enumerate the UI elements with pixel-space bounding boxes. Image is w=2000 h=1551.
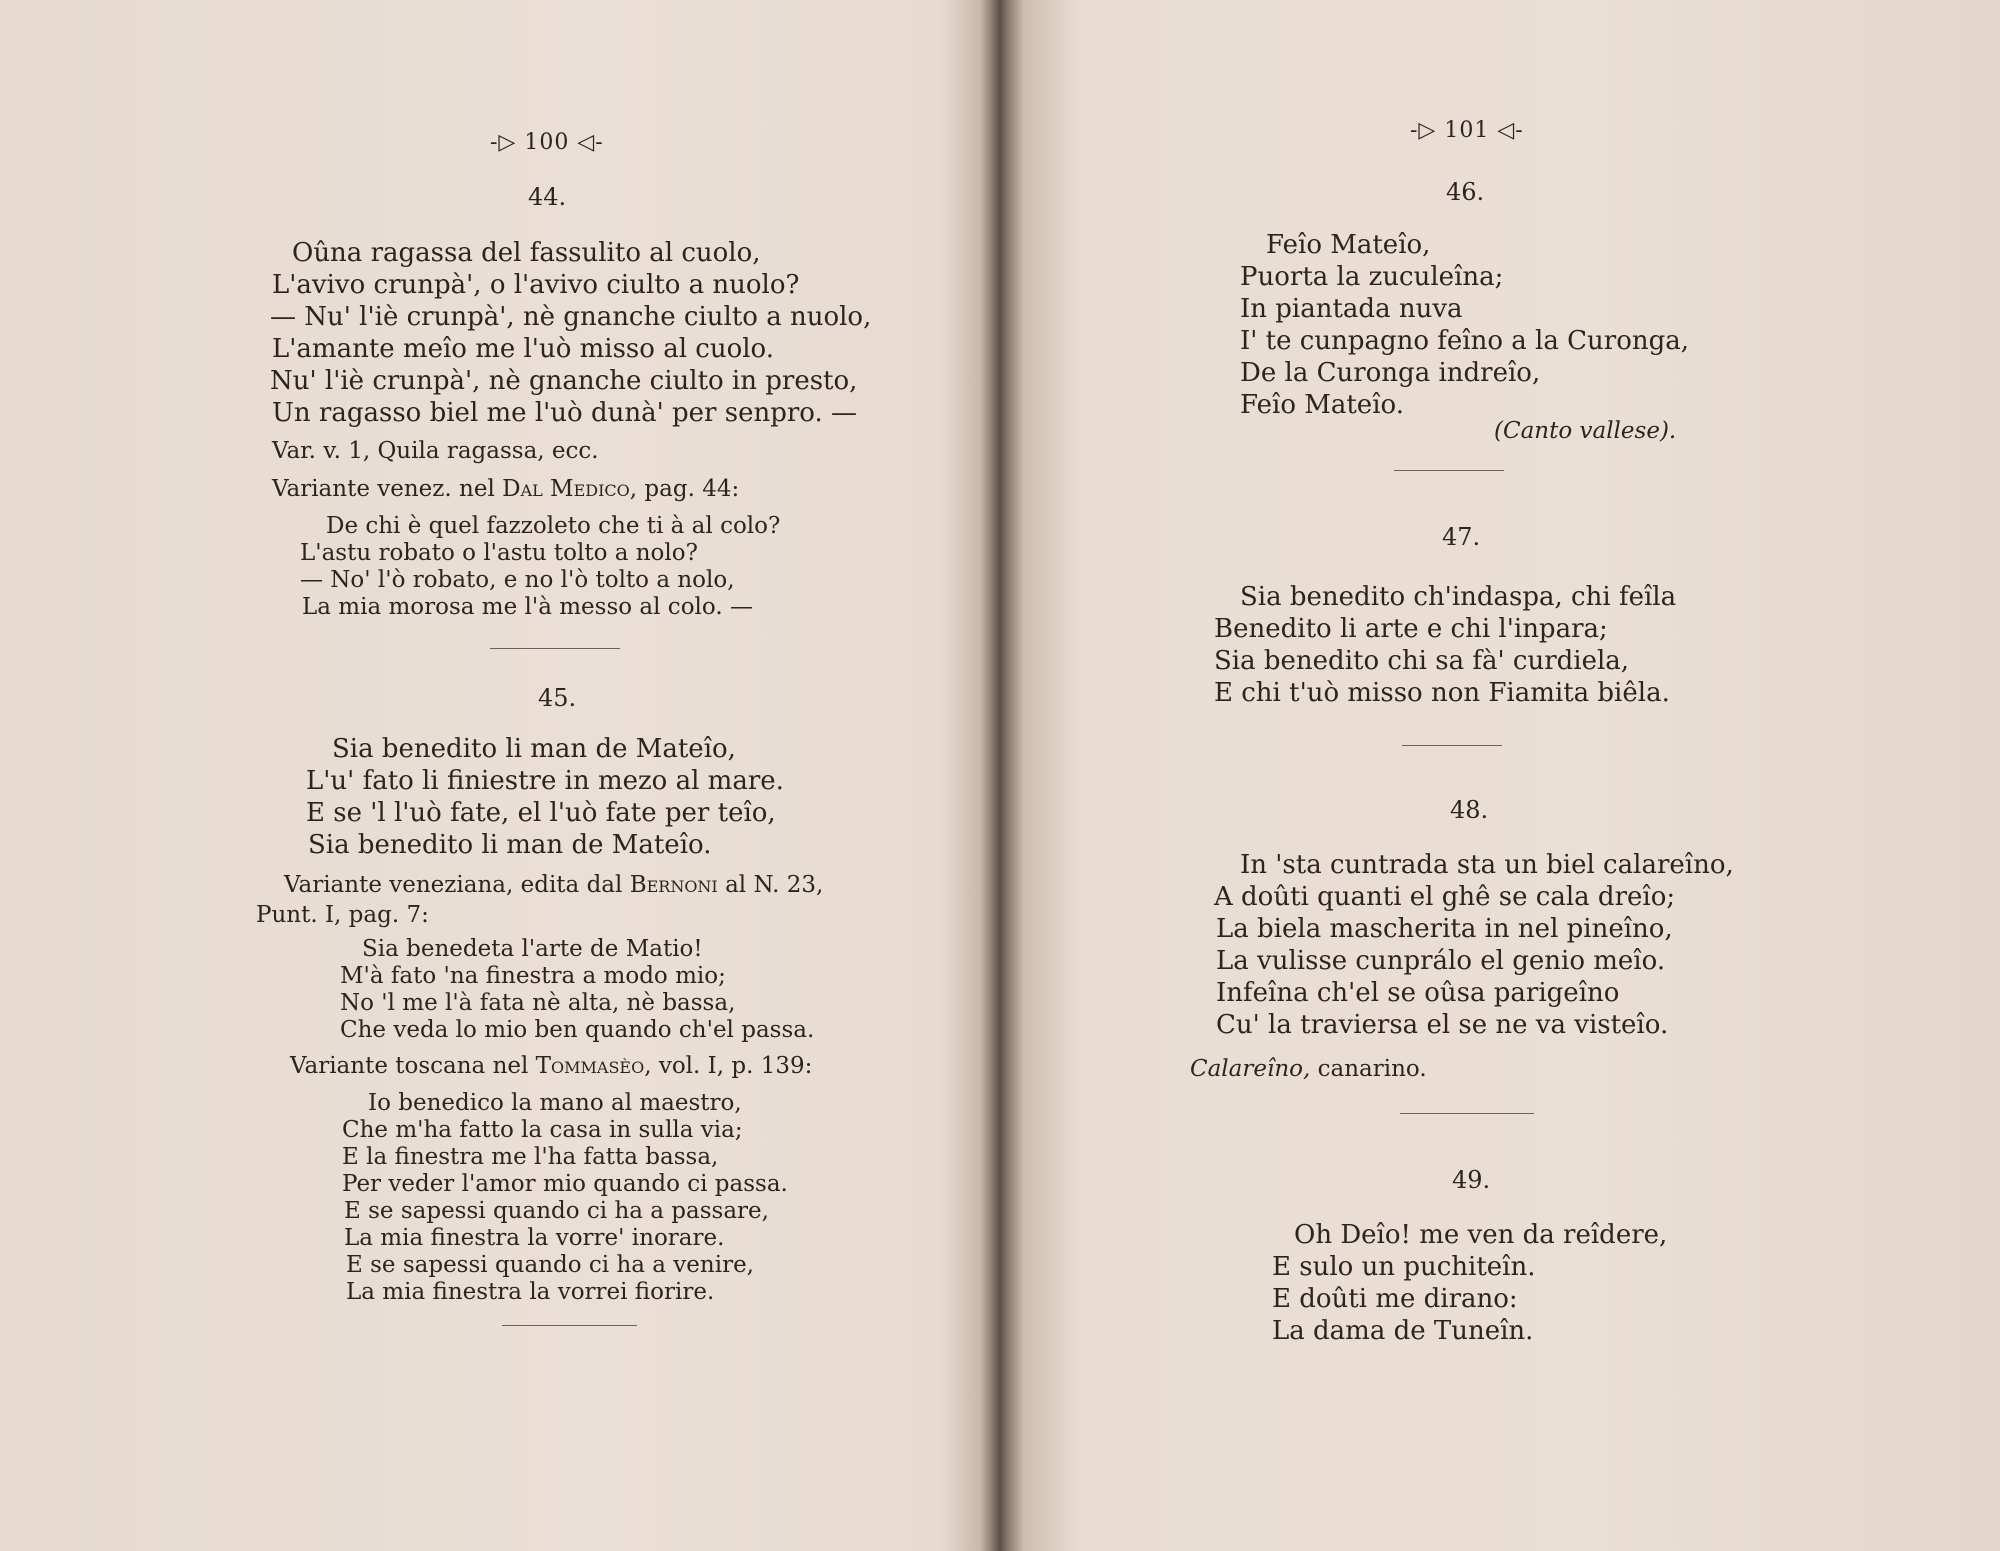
stanza-number: 44. [528, 183, 567, 211]
verse-line: E doûti me dirano: [1272, 1284, 1518, 1314]
variant-note: Var. v. 1, Quila ragassa, ecc. [272, 438, 599, 464]
page-header: -▷ 100 ◁- [490, 130, 604, 155]
verse-line: — Nu' l'iè crunpà', nè gnanche ciulto a nuolo, [270, 302, 872, 332]
quote-line: De chi è quel fazzoleto che ti à al colo? [326, 513, 781, 539]
section-divider [490, 648, 620, 649]
quote-line: La mia finestra la vorre' inorare. [344, 1225, 725, 1251]
verse-line: L'amante meîo me l'uò misso al cuolo. [272, 334, 775, 364]
verse-line: Nu' l'iè crunpà', nè gnanche ciulto in presto, [270, 366, 858, 396]
quote-line: E se sapessi quando ci ha a passare, [344, 1198, 769, 1224]
verse-line: L'avivo crunpà', o l'avivo ciulto a nuolo? [272, 270, 800, 300]
quote-line: E la finestra me l'ha fatta bassa, [342, 1144, 719, 1170]
verse-line: In 'sta cuntrada sta un biel calareîno, [1240, 850, 1734, 880]
stanza-number: 47. [1442, 523, 1481, 551]
variant-note: Variante veneziana, edita dal Bernoni al N. 23, [284, 872, 824, 898]
quote-line: La mia finestra la vorrei fiorire. [346, 1279, 715, 1305]
quote-line: Sia benedeta l'arte de Matio! [362, 936, 703, 962]
verse-line: A doûti quanti el ghê se cala dreîo; [1214, 882, 1676, 912]
verse-line: Puorta la zuculeîna; [1240, 262, 1504, 292]
verse-line: E chi t'uò misso non Fiamita biêla. [1214, 678, 1670, 708]
quote-line: La mia morosa me l'à messo al colo. — [302, 594, 753, 620]
verse-line: Un ragasso biel me l'uò dunà' per senpro. — [272, 398, 857, 428]
variant-note: Variante venez. nel Dal Medico, pag. 44: [272, 476, 740, 502]
section-divider [1400, 1113, 1534, 1114]
variant-note: Punt. I, pag. 7: [256, 902, 429, 928]
quote-line: — No' l'ò robato, e no l'ò tolto a nolo, [300, 567, 735, 593]
verse-line: Benedito li arte e chi l'inpara; [1214, 614, 1608, 644]
verse-line: La dama de Tuneîn. [1272, 1316, 1534, 1346]
quote-line: Io benedico la mano al maestro, [368, 1090, 742, 1116]
verse-line: E sulo un puchiteîn. [1272, 1252, 1536, 1282]
quote-line: No 'l me l'à fata nè alta, nè bassa, [340, 990, 736, 1016]
section-divider [1394, 470, 1504, 471]
verse-line: La vulisse cunprálo el genio meîo. [1216, 946, 1666, 976]
variant-note: Variante toscana nel Tommasèo, vol. I, p. 139: [290, 1053, 813, 1079]
verse-line: De la Curonga indreîo, [1240, 358, 1541, 388]
author-name: Bernoni [629, 872, 718, 898]
verse-line: Sia benedito li man de Mateîo. [308, 830, 712, 860]
gloss-note: Calareîno, canarino. [1190, 1056, 1427, 1082]
author-name: Dal Medico [502, 476, 630, 502]
verse-line: In piantada nuva [1240, 294, 1463, 324]
verse-line: Feîo Mateîo. [1240, 390, 1404, 420]
verse-line: I' te cunpagno feîno a la Curonga, [1240, 326, 1689, 356]
verse-line: Sia benedito li man de Mateîo, [332, 734, 736, 764]
stanza-number: 46. [1446, 178, 1485, 206]
source-note: (Canto vallese). [1494, 418, 1677, 444]
left-page [0, 0, 985, 1551]
quote-line: Per veder l'amor mio quando ci passa. [342, 1171, 788, 1197]
stanza-number: 45. [538, 684, 577, 712]
verse-line: Oh Deîo! me ven da reîdere, [1294, 1220, 1668, 1250]
section-divider [502, 1325, 637, 1326]
quote-line: Che m'ha fatto la casa in sulla via; [342, 1117, 743, 1143]
stanza-number: 49. [1452, 1166, 1491, 1194]
verse-line: Sia benedito ch'indaspa, chi feîla [1240, 582, 1677, 612]
verse-line: Feîo Mateîo, [1266, 230, 1431, 260]
right-page [1010, 0, 2000, 1551]
verse-line: Infeîna ch'el se oûsa parigeîno [1216, 978, 1620, 1008]
verse-line: L'u' fato li finiestre in mezo al mare. [306, 766, 784, 796]
quote-line: L'astu robato o l'astu tolto a nolo? [300, 540, 698, 566]
verse-line: Oûna ragassa del fassulito al cuolo, [292, 238, 761, 268]
verse-line: E se 'l l'uò fate, el l'uò fate per teîo, [306, 798, 776, 828]
quote-line: E se sapessi quando ci ha a venire, [346, 1252, 754, 1278]
stanza-number: 48. [1450, 796, 1489, 824]
verse-line: La biela mascherita in nel pineîno, [1216, 914, 1673, 944]
verse-line: Sia benedito chi sa fà' curdiela, [1214, 646, 1630, 676]
verse-line: Cu' la traviersa el se ne va visteîo. [1216, 1010, 1669, 1040]
quote-line: Che veda lo mio ben quando ch'el passa. [340, 1017, 815, 1043]
section-divider [1402, 745, 1502, 746]
author-name: Tommasèo [535, 1053, 645, 1079]
page-header: -▷ 101 ◁- [1410, 118, 1524, 143]
quote-line: M'à fato 'na finestra a modo mio; [340, 963, 726, 989]
